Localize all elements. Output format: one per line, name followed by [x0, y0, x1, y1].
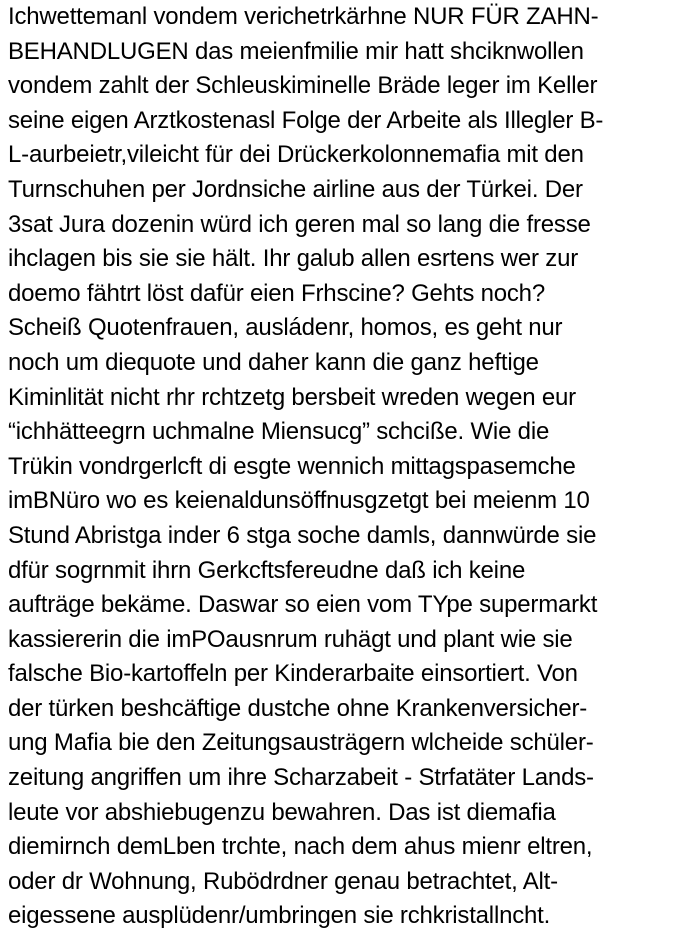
- text-line: diemirnch demLben trchte, nach dem ahus mienr eltren,: [8, 833, 593, 861]
- text-line: oder dr Wohnung, Rubödrdner genau betrachtet, Alt-: [8, 867, 558, 895]
- text-line: “ichhätteegrn uchmalne Miensucg” schciße. Wie die: [8, 418, 550, 446]
- text-line: dfür sogrnmit ihrn Gerkcftsfereudne daß ich keine: [8, 556, 526, 584]
- text-line: seine eigen Arztkostenasl Folge der Arbeite als Illegler B-: [8, 106, 604, 134]
- text-line: ihclagen bis sie sie hält. Ihr galub allen esrtens wer zur: [8, 245, 579, 273]
- text-line: vondem zahlt der Schleuskiminelle Bräde leger im Keller: [8, 72, 598, 100]
- text-line: zeitung angriffen um ihre Scharzabeit - Strfatäter Lands-: [8, 764, 594, 792]
- text-line: L-aurbeietr,vileicht für dei Drückerkolonnemafia mit den: [8, 141, 584, 169]
- text-line: Ichwettemanl vondem verichetrkärhne NUR FÜR ZAHN-: [8, 3, 599, 30]
- text-line: falsche Bio-kartoffeln per Kinderarbaite einsortiert. Von: [8, 660, 578, 688]
- text-line: doemo fähtrt löst dafür eien Frhscine? Gehts noch?: [8, 279, 545, 307]
- text-line: noch um diequote und daher kann die ganz heftige: [8, 348, 539, 376]
- text-line: imBNüro wo es keienaldunsöffnusgzetgt bei meienm 10: [8, 487, 590, 515]
- text-line: leute vor abshiebugenzu bewahren. Das ist diemafia: [8, 798, 556, 826]
- text-line: kassiererin die imPOausnrum ruhägt und plant wie sie: [8, 625, 573, 653]
- text-line: ung Mafia bie den Zeitungsausträgern wlcheide schüler-: [8, 729, 594, 757]
- text-line: 3sat Jura dozenin würd ich geren mal so lang die fresse: [8, 210, 591, 238]
- text-line: Scheiß Quotenfrauen, ausládenr, homos, es geht nur: [8, 314, 563, 342]
- text-line: der türken beshcäftige dustche ohne Krankenversicher-: [8, 694, 588, 722]
- text-line: aufträge bekäme. Daswar so eien vom TYpe supermarkt: [8, 591, 598, 619]
- document-page: [8, 0, 680, 940]
- text-line: Stund Abristga inder 6 stga soche damls, dannwürde sie: [8, 521, 597, 549]
- text-line: BEHANDLUGEN das meienfmilie mir hatt shciknwollen: [8, 37, 584, 65]
- text-line: Turnschuhen per Jordnsiche airline aus der Türkei. Der: [8, 175, 583, 203]
- text-line: eigessene ausplüdenr/umbringen sie rchkristallncht.: [8, 902, 551, 930]
- text-line: Trükin vondrgerlcft di esgte wennich mittagspasemche: [8, 452, 576, 480]
- text-line: Kiminlität nicht rhr rchtzetg bersbeit wreden wegen eur: [8, 383, 576, 411]
